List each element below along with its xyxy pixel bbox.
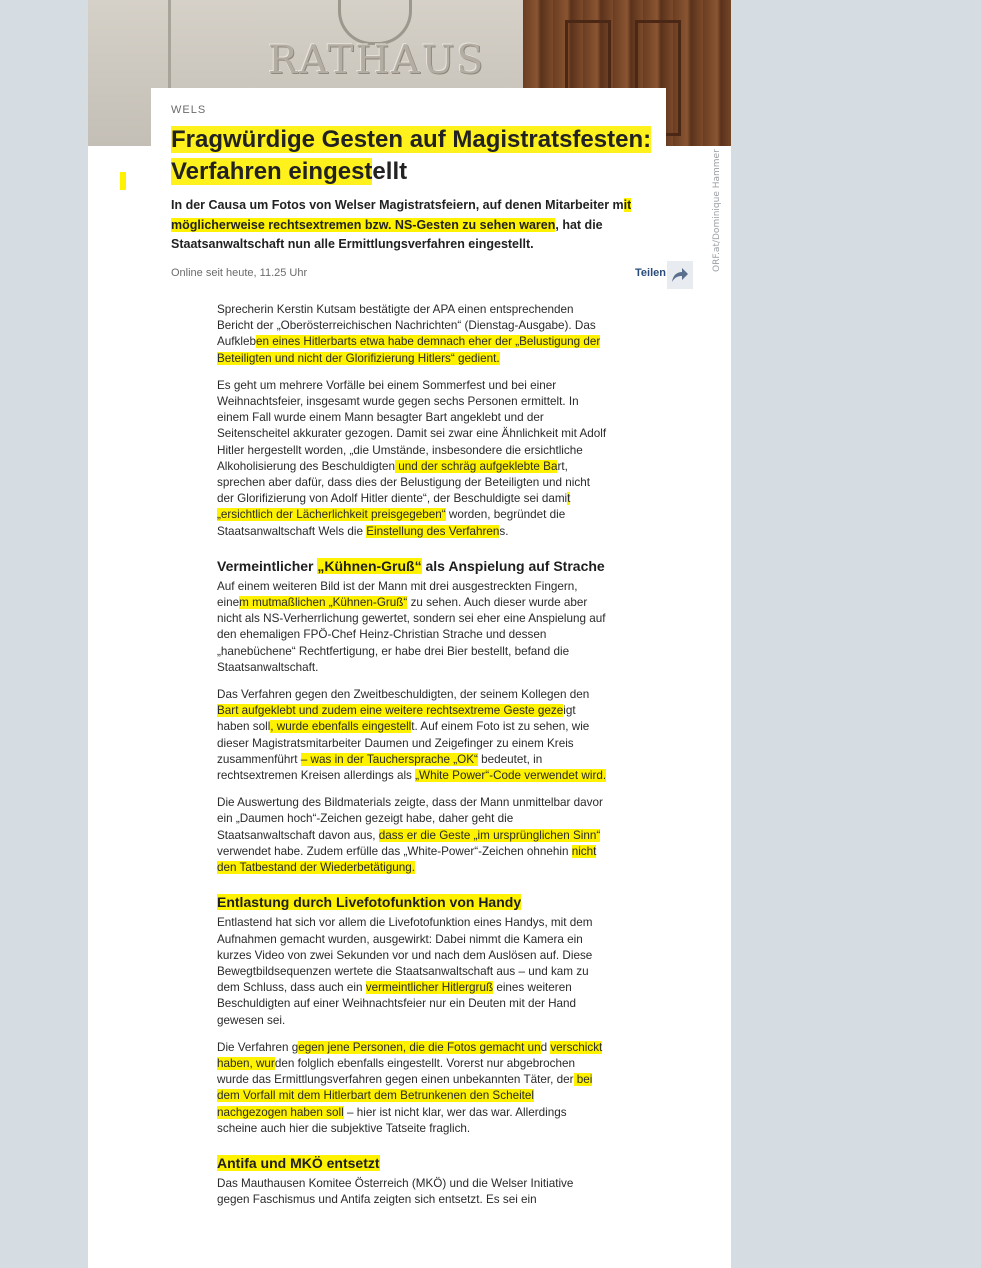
highlight: Einstellung des Verfahren [366, 524, 500, 538]
paragraph: Das Verfahren gegen den Zweitbeschuldigten, der seinem Kollegen den Bart aufgeklebt und zudem eine weitere rechtsextreme Geste gezeigt haben soll, wurde ebenfalls eingestellt. Auf einem Foto ist zu sehen, wie dieser Magistratsmitarbeiter Daumen und Zeigefinger zu einem Kreis zusammenführt – was in der Tauchersprache „OK“ bedeutet, in rechtsextremen Kreisen allerdings als „White Power“-Code verwendet wird. [217, 688, 607, 783]
section-label[interactable]: WELS [171, 104, 207, 116]
highlight: „Kühnen-Gruß“ [317, 557, 422, 574]
title-line2-highlight: Verfahren eingest [171, 158, 373, 185]
highlight: egen jene Personen, die die Fotos gemacht un [298, 1040, 541, 1054]
title-line2-rest: ellt [372, 158, 408, 185]
highlight: „White Power“-Code verwendet wird. [415, 769, 607, 783]
paragraph: Auf einem weiteren Bild ist der Mann mit drei ausgestreckten Fingern, einem mutmaßlichen „Kühnen-Gruß“ zu sehen. Auch dieser wurde aber nicht als NS-Verherrlichung gewertet, sondern sei eher eine Anspielung auf den ehemaligen FPÖ-Chef Heinz-Christian Strache und dessen „hanebüchene“ Rechtfertigung, er habe drei Bier bestellt, befand die Staatsanwaltschaft. [217, 579, 606, 674]
lead-text: , hat die Staatsanwaltschaft nun alle Ermittlungsverfahren eingestellt. [171, 217, 603, 251]
publish-time: Online seit heute, 11.25 Uhr [171, 267, 308, 279]
lead-highlight: it möglicherweise rechtsextremen bzw. NS-Gesten zu sehen waren [171, 198, 632, 232]
subheading [217, 893, 607, 911]
share-button[interactable] [667, 261, 693, 289]
highlight-stroke [120, 172, 126, 190]
subheading [217, 1154, 607, 1172]
highlight: dass er die Geste „im ursprünglichen Sinn“ [378, 828, 601, 842]
subheading: Vermeintlicher „Kühnen-Gruß“ als Anspielung auf Strache [217, 557, 605, 574]
highlight: bei dem Vorfall mit dem Hitlerbart dem Betrunkenen den Scheitel nachgezogen haben soll [217, 1073, 593, 1119]
highlight: en eines Hitlerbarts etwa habe demnach eher der „Belustigung der Beteiligten und nicht der Glorifizierung Hitlers“ gedient. [217, 335, 601, 365]
paragraph: Das Mauthausen Komitee Österreich (MKÖ) und die Welser Initiative gegen Faschismus und Antifa zeigten sich entsetzt. Es sei ein [217, 1176, 574, 1207]
highlight: Bart aufgeklebt und zudem eine weitere rechtsextreme Geste geze [217, 704, 564, 718]
paragraph: Sprecherin Kerstin Kutsam bestätigte der APA einen entsprechenden Bericht der „Oberösterreichischen Nachrichten“ (Dienstag-Ausgabe). Das Aufkleben eines Hitlerbarts etwa habe demnach eher der „Belustigung der Beteiligten und nicht der Glorifizierung Hitlers“ gedient. [217, 303, 601, 365]
share-arrow-icon [671, 267, 689, 283]
highlight: Entlastung durch Livefotofunktion von Handy [217, 894, 522, 911]
lead-text: In der Causa um Fotos von Welser Magistratsfeiern, auf denen Mitarbeiter m [171, 198, 624, 212]
paragraph: Die Verfahren gegen jene Personen, die die Fotos gemacht und verschickt haben, wurden folglich ebenfalls eingestellt. Vorerst nur abgebrochen wurde das Ermittlungsverfahren gegen einen unbekannten Täter, der bei dem Vorfall mit dem Hitlerbart dem Betrunkenen den Scheitel nachgezogen haben soll – hier ist nicht klar, wer das war. Allerdings scheine auch hier die subjektive Tatseite fraglich. [217, 1040, 603, 1135]
paragraph: Die Auswertung des Bildmaterials zeigte, dass der Mann unmittelbar davor ein „Daumen hoch“-Zeichen gezeigt habe, daher geht die Staatsanwaltschaft davon aus, dass er die Geste „im ursprünglichen Sinn“ verwendet habe. Zudem erfülle das „White-Power“-Zeichen ohnehin nicht den Tatbestand der Wiederbetätigung. [217, 796, 603, 875]
paragraph: Es geht um mehrere Vorfälle bei einem Sommerfest und bei einer Weihnachtsfeier, insgesamt wurde gegen sechs Personen ermittelt. In einem Fall wurde einem Mann besagter Bart angeklebt und der Seitenscheitel akkurater gezogen. Damit sei zwar eine Ähnlichkeit mit Adolf Hitler hergestellt worden, „die Umstände, insbesondere die ersichtliche Alkoholisierung des Beschuldigten und der schräg aufgeklebte Bart, sprechen aber dafür, dass dies der Belustigung der Beteiligten und nicht der Glorifizierung von Adolf Hitler diente“, der Beschuldigte sei damit „ersichtlich der Lächerlichkeit preisgegeben“ worden, begründet die Staatsanwaltschaft Wels die Einstellung des Verfahrens. [217, 378, 607, 538]
article-title [171, 124, 661, 188]
article-lead [171, 196, 666, 255]
rathaus-sign: RATHAUS [268, 38, 486, 83]
highlight: verschickt haben, wur [217, 1040, 603, 1070]
paragraph: Entlastend hat sich vor allem die Livefotofunktion eines Handys, mit dem Aufnahmen gemacht wurden, ausgewirkt: Dabei nimmt die Kamera ein kurzes Video von zwei Sekunden vor und nach dem Auslösen auf. Diese Bewegtbildsequenzen wertete die Staatsanwaltschaft aus – und kam zu dem Schluss, dass auch ein vermeintlicher Hitlergruß eines weiteren Beschuldigten auf einer Weihnachtsfeier nur ein Deuten mit der Hand gewesen sei. [217, 916, 593, 1027]
photo-credit: ORF.at/Dominique Hammer [712, 149, 722, 272]
highlight: – was in der Tauchersprache „OK“ [300, 752, 478, 766]
article-body [217, 302, 607, 1219]
highlight: vermeintlicher Hitlergruß [365, 981, 494, 995]
highlight: t „ersichtlich der Lächerlichkeit preisgegeben“ [217, 492, 571, 522]
highlight: nicht den Tatbestand der Wiederbetätigung. [217, 844, 597, 875]
highlight: , wurde ebenfalls eingestell [270, 720, 412, 734]
highlight: m mutmaßlichen „Kühnen-Gruß“ [239, 596, 408, 610]
highlight: und der schräg aufgeklebte Ba [395, 459, 558, 473]
share-label[interactable]: Teilen [635, 267, 666, 279]
highlight: Antifa und MKÖ entsetzt [217, 1154, 380, 1171]
title-line1: Fragwürdige Gesten auf Magistratsfesten: [171, 126, 652, 153]
